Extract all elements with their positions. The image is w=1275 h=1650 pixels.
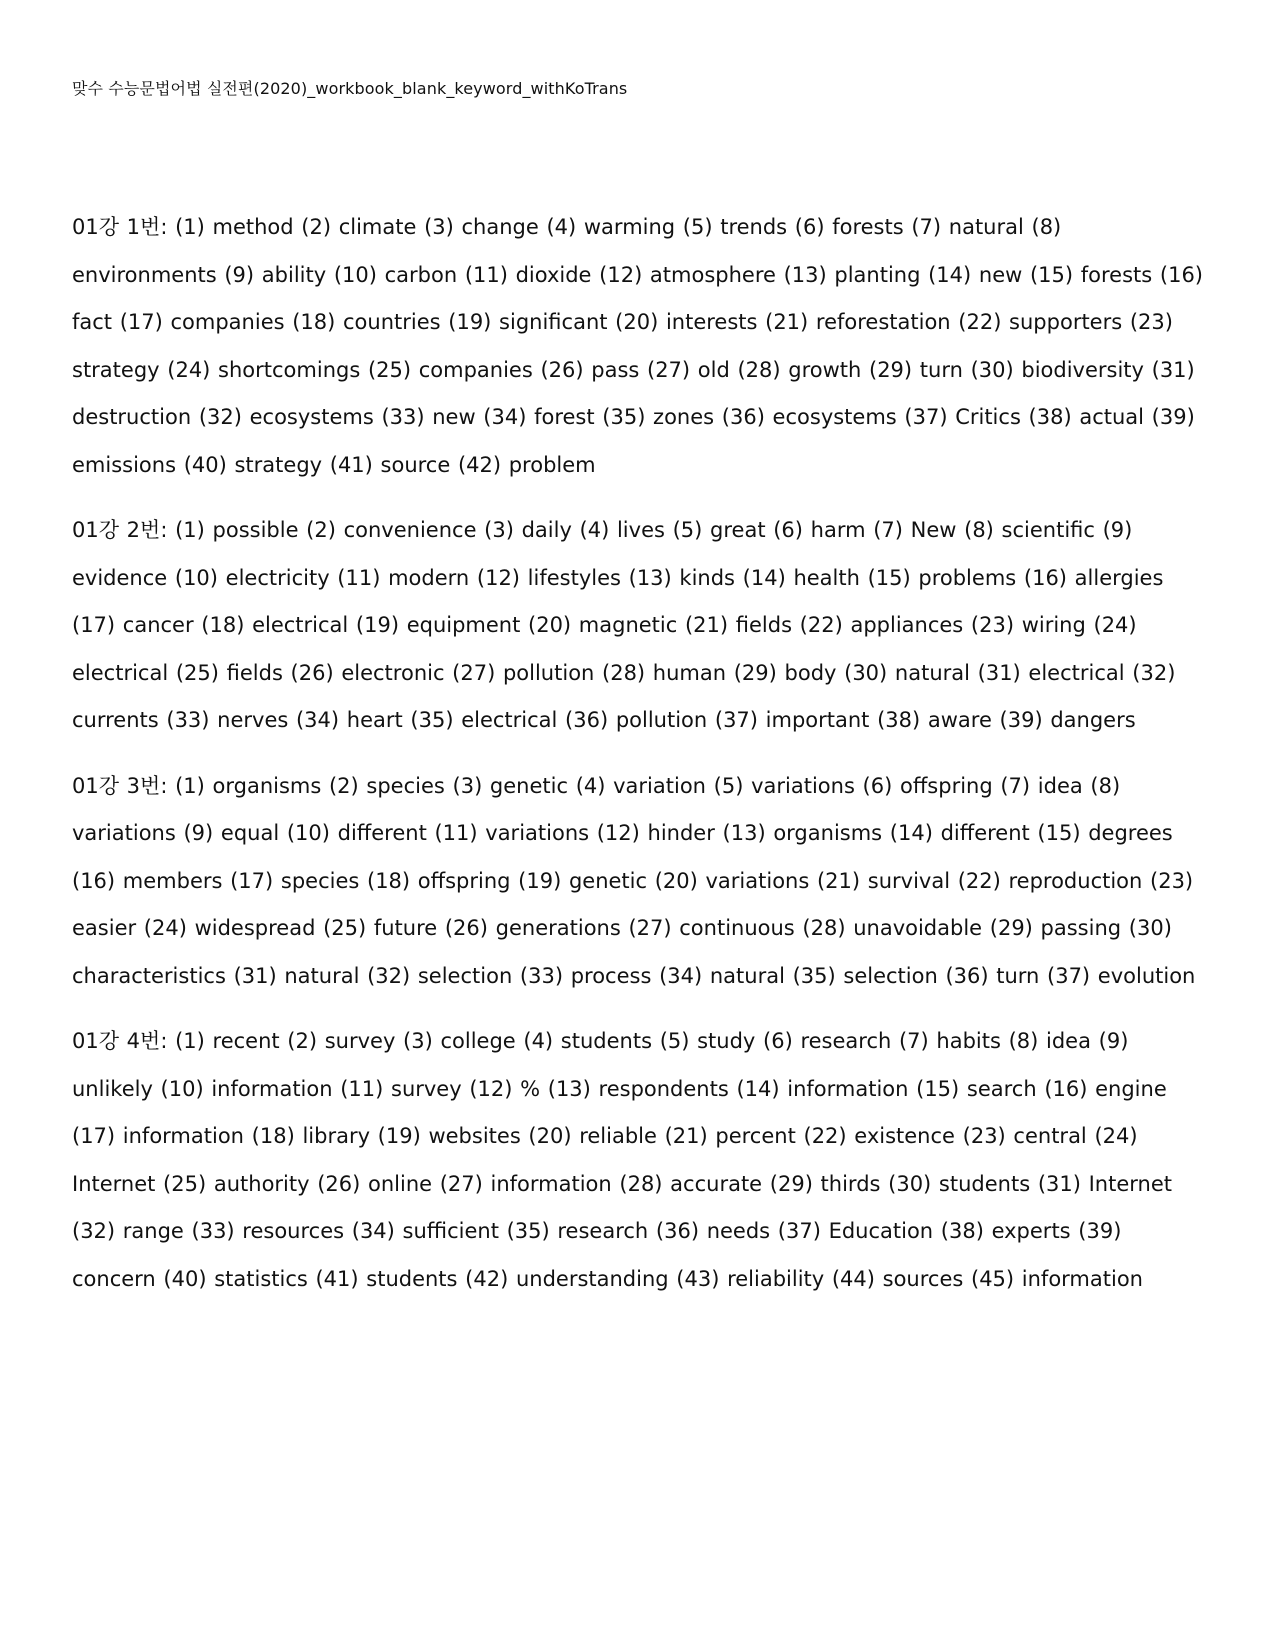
entry-keywords: (1) recent (2) survey (3) college (4) students (5) study (6) research (7) habits (8) idea (9) unlikely (10) information (11) survey (12) % (13) respondents (14) information (15) search (16) engine (17) information (18) library (19) websites (20) reliable (21) percent (22) existence (23) central (24) Internet (25) authority (26) online (27) information (28) accurate (29) thirds (30) students (31) Internet (32) range (33) resources (34) sufficient (35) research (36) needs (37) Education (38) experts (39) concern (40) statistics (41) students (42) understanding (43) reliability (44) sources (45) information (72, 1029, 1172, 1291)
keyword-entry-lesson-1-3 (72, 763, 1203, 1001)
entry-keywords: (1) possible (2) convenience (3) daily (4) lives (5) great (6) harm (7) New (8) scientific (9) evidence (10) electricity (11) modern (12) lifestyles (13) kinds (14) health (15) problems (16) allergies (17) cancer (18) electrical (19) equipment (20) magnetic (21) fields (22) appliances (23) wiring (24) electrical (25) fields (26) electronic (27) pollution (28) human (29) body (30) natural (31) electrical (32) currents (33) nerves (34) heart (35) electrical (36) pollution (37) important (38) aware (39) dangers (72, 518, 1176, 732)
keyword-entry-lesson-1-2 (72, 507, 1203, 745)
entry-label: 01강 1번: (72, 215, 168, 239)
entry-keywords: (1) method (2) climate (3) change (4) warming (5) trends (6) forests (7) natural (8) environments (9) ability (10) carbon (11) dioxide (12) atmosphere (13) planting (14) new (15) forests (16) fact (17) companies (18) countries (19) significant (20) interests (21) reforestation (22) supporters (23) strategy (24) shortcomings (25) companies (26) pass (27) old (28) growth (29) turn (30) biodiversity (31) destruction (32) ecosystems (33) new (34) forest (35) zones (36) ecosystems (37) Critics (38) actual (39) emissions (40) strategy (41) source (42) problem (72, 215, 1203, 477)
keyword-entries (72, 204, 1203, 1303)
entry-label: 01강 2번: (72, 518, 168, 542)
document-header: 맞수 수능문법어법 실전편(2020)_workbook_blank_keyword_withKoTrans (72, 79, 628, 98)
keyword-entry-lesson-1-1 (72, 204, 1203, 489)
entry-label: 01강 3번: (72, 773, 168, 798)
entry-label: 01강 4번: (72, 1029, 168, 1053)
keyword-entry-lesson-1-4 (72, 1018, 1203, 1303)
entry-keywords: (1) organisms (2) species (3) genetic (4) variation (5) variations (6) offspring (7) idea (8) variations (9) equal (10) different (11) variations (12) hinder (13) organisms (14) different (15) degrees (16) members (17) species (18) offspring (19) genetic (20) variations (21) survival (22) reproduction (23) easier (24) widespread (25) future (26) generations (27) continuous (28) unavoidable (29) passing (30) characteristics (31) natural (32) selection (33) process (34) natural (35) selection (36) turn (37) evolution (72, 773, 1196, 988)
